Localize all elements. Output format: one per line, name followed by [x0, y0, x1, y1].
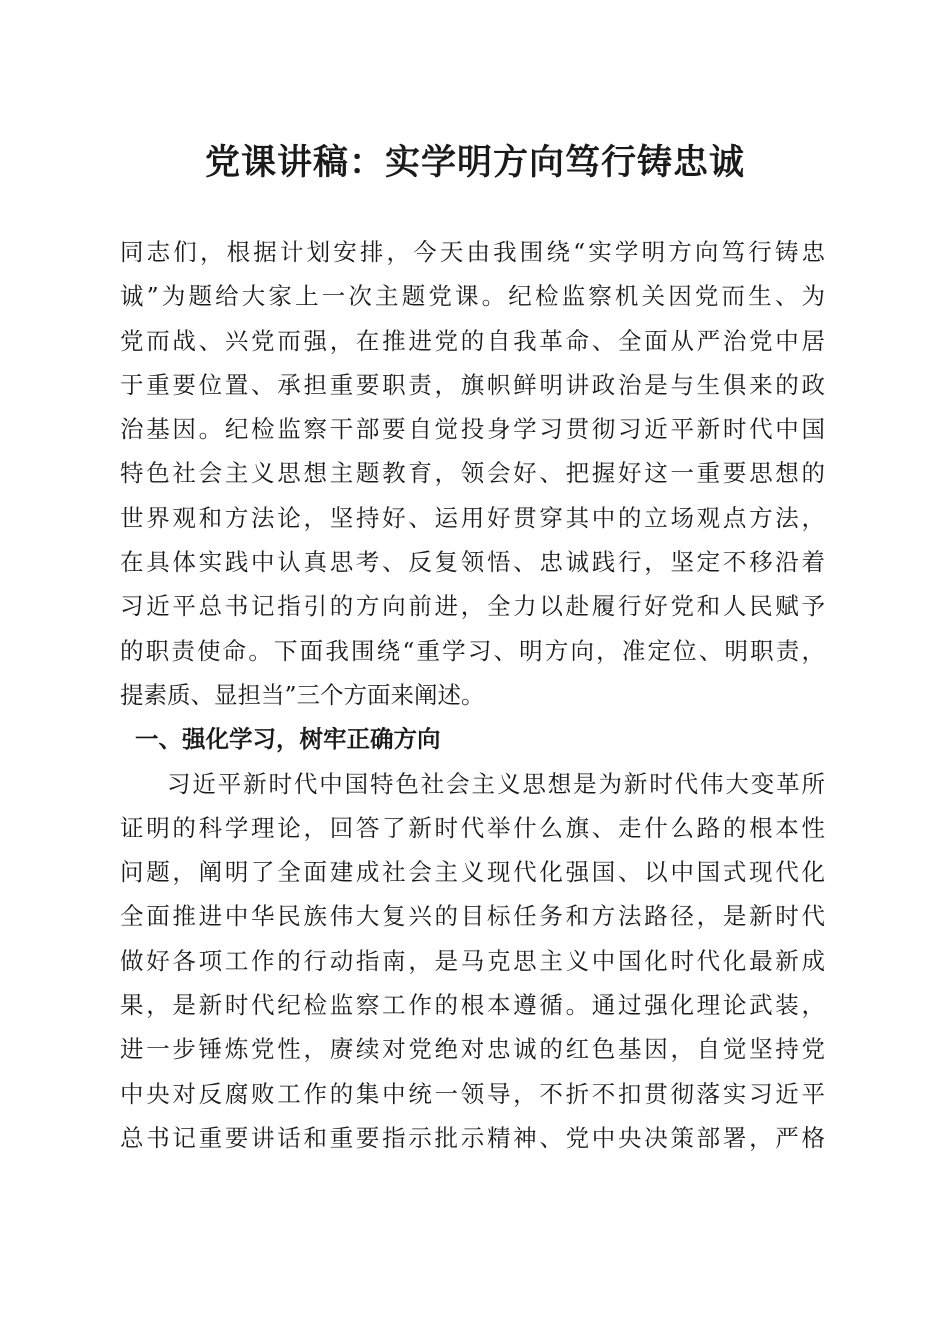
text-line: 中央对反腐败工作的集中统一领导，不折不扣贯彻落实习近平 [120, 1079, 825, 1108]
text-line: 治基因。纪检监察干部要自觉投身学习贯彻习近平新时代中国 [120, 415, 825, 444]
text-line: 提素质、显担当”三个方面来阐述。 [120, 680, 485, 709]
text-line: 习近平总书记指引的方向前进，全力以赴履行好党和人民赋予 [120, 592, 825, 621]
text-line: 进一步锤炼党性，赓续对党绝对忠诚的红色基因，自觉坚持党 [120, 1035, 825, 1064]
text-line: 同志们，根据计划安排，今天由我围绕“实学明方向笃行铸忠 [120, 238, 825, 266]
document-title: 党课讲稿：实学明方向笃行铸忠诚 [204, 142, 745, 183]
text-line: 世界观和方法论，坚持好、运用好贯穿其中的立场观点方法， [120, 503, 825, 532]
paragraph-section-1 [120, 762, 825, 1161]
text-line: 在具体实践中认真思考、反复领悟、忠诚践行，坚定不移沿着 [120, 548, 825, 577]
text-line: 习近平新时代中国特色社会主义思想是为新时代伟大变革所 [167, 769, 825, 798]
document-body [120, 230, 825, 1160]
text-line: 总书记重要讲话和重要指示批示精神、党中央决策部署，严格 [120, 1123, 825, 1152]
text-line: 全面推进中华民族伟大复兴的目标任务和方法路径，是新时代 [120, 902, 825, 931]
text-line: 诚”为题给大家上一次主题党课。纪检监察机关因党而生、为 [120, 282, 825, 311]
text-line: 果，是新时代纪检监察工作的根本遵循。通过强化理论武装， [120, 991, 825, 1020]
section-heading: 一、强化学习，树牢正确方向 [135, 725, 441, 754]
text-line: 党而战、兴党而强，在推进党的自我革命、全面从严治党中居 [120, 326, 825, 355]
text-line: 问题，阐明了全面建成社会主义现代化强国、以中国式现代化 [120, 858, 825, 887]
text-line: 的职责使命。下面我围绕“重学习、明方向，准定位、明职责， [120, 636, 825, 665]
text-line: 做好各项工作的行动指南，是马克思主义中国化时代化最新成 [120, 946, 825, 975]
text-line: 于重要位置、承担重要职责，旗帜鲜明讲政治是与生俱来的政 [120, 370, 825, 399]
text-line: 特色社会主义思想主题教育，领会好、把握好这一重要思想的 [120, 459, 825, 488]
text-line: 证明的科学理论，回答了新时代举什么旗、走什么路的根本性 [120, 813, 825, 842]
paragraph-intro [120, 230, 825, 717]
